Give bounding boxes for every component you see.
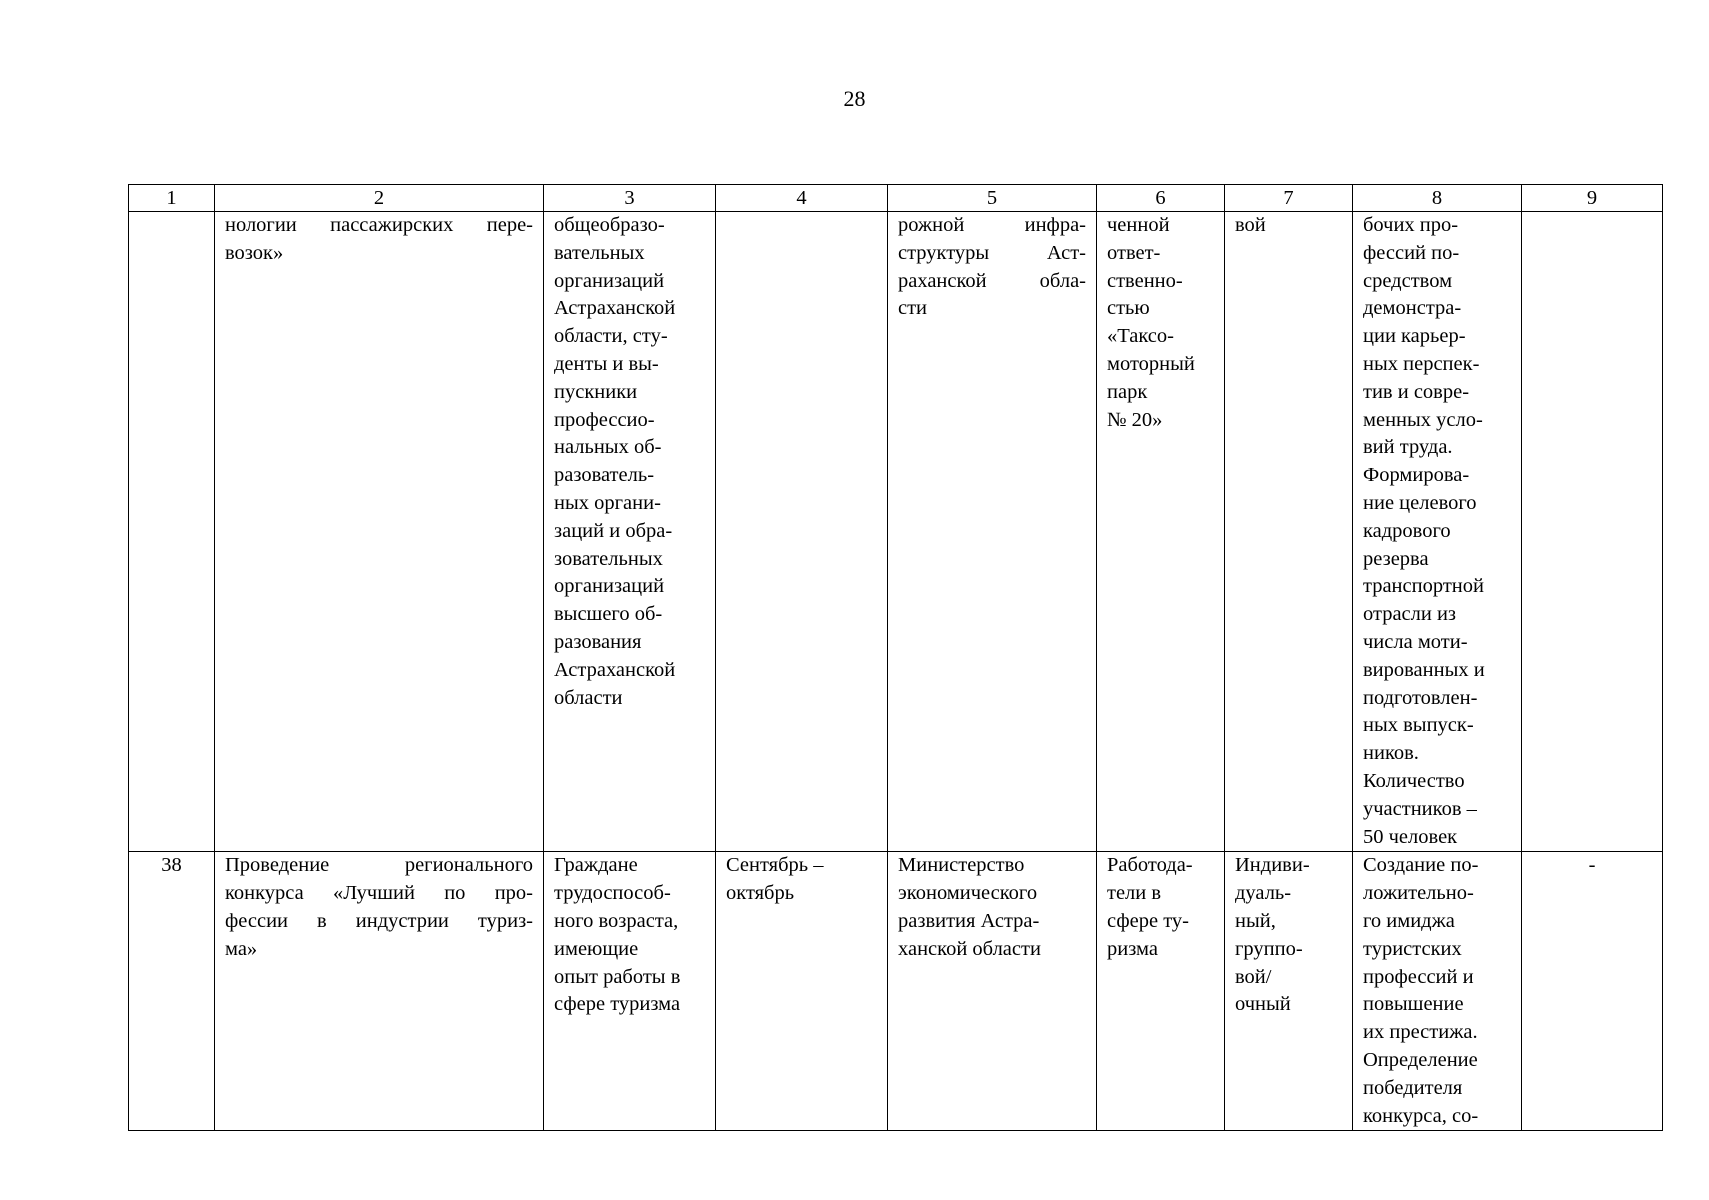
column-number-row	[129, 185, 1663, 212]
partners-cell	[1097, 212, 1225, 852]
column-header: 2	[215, 185, 544, 212]
activities-table	[128, 184, 1663, 1131]
format-cell	[1225, 852, 1353, 1131]
partners: ченной ответ- ственно- стью «Таксо- моторный парк № 20»	[1107, 214, 1195, 431]
column-header: 9	[1522, 185, 1663, 212]
result-cell	[1353, 852, 1522, 1131]
participants: Граждане трудоспособ- ного возраста, имеющие опыт работы в сфере туризма	[554, 854, 681, 1016]
participants-cell	[544, 212, 716, 852]
column-header: 8	[1353, 185, 1522, 212]
dates: Сентябрь – октябрь	[726, 854, 824, 905]
partners-cell	[1097, 852, 1225, 1131]
column-header: 4	[716, 185, 888, 212]
dates-cell	[716, 212, 888, 852]
event-name: нологии пассажирских пере- возок»	[225, 214, 533, 264]
table-row	[129, 852, 1663, 1131]
event-name-cell	[215, 212, 544, 852]
table-row	[129, 212, 1663, 852]
organizer: рожной инфра- структуры Аст- раханской обла- сти	[898, 214, 1086, 320]
result: бочих про- фессий по- средством демонстра- ции карьер- ных перспек- тив и совре- менных усло- вий труда. Формирова- ние целевого кадрового резерва транспортной отрасли из числа моти- вированных и подготовлен- ных выпуск- ников. Количество участников – 50 человек	[1363, 214, 1485, 848]
result-cell	[1353, 212, 1522, 852]
column-header: 1	[129, 185, 215, 212]
note: -	[1588, 854, 1596, 877]
format-cell	[1225, 212, 1353, 852]
column-header: 6	[1097, 185, 1225, 212]
column-header: 5	[888, 185, 1097, 212]
column-header: 3	[544, 185, 716, 212]
column-header: 7	[1225, 185, 1353, 212]
participants-cell	[544, 852, 716, 1131]
note-cell	[1522, 852, 1663, 1131]
event-name: Проведение регионального конкурса «Лучший по про- фессии в индустрии туриз- ма»	[225, 854, 533, 960]
row-number	[129, 212, 215, 852]
organizer: Министерство экономического развития Астра- ханской области	[898, 854, 1041, 960]
page-number: 28	[843, 86, 866, 111]
event-name-cell	[215, 852, 544, 1131]
note-cell	[1522, 212, 1663, 852]
row-number: 38	[129, 852, 215, 1131]
dates-cell	[716, 852, 888, 1131]
format: вой	[1235, 214, 1266, 236]
result: Создание по- ложительно- го имиджа туристских профессий и повышение их престижа. Определение победителя конкурса, со-	[1363, 854, 1479, 1127]
organizer-cell	[888, 212, 1097, 852]
organizer-cell	[888, 852, 1097, 1131]
participants: общеобразо- вательных организаций Астраханской области, сту- денты и вы- пускники профессио- нальных об- разователь- ных органи- заций и обра- зовательных организаций высшего об- разования Астраханской области	[554, 214, 676, 709]
partners: Работода- тели в сфере ту- ризма	[1107, 854, 1193, 960]
format: Индиви- дуаль- ный, группо- вой/ очный	[1235, 854, 1310, 1016]
